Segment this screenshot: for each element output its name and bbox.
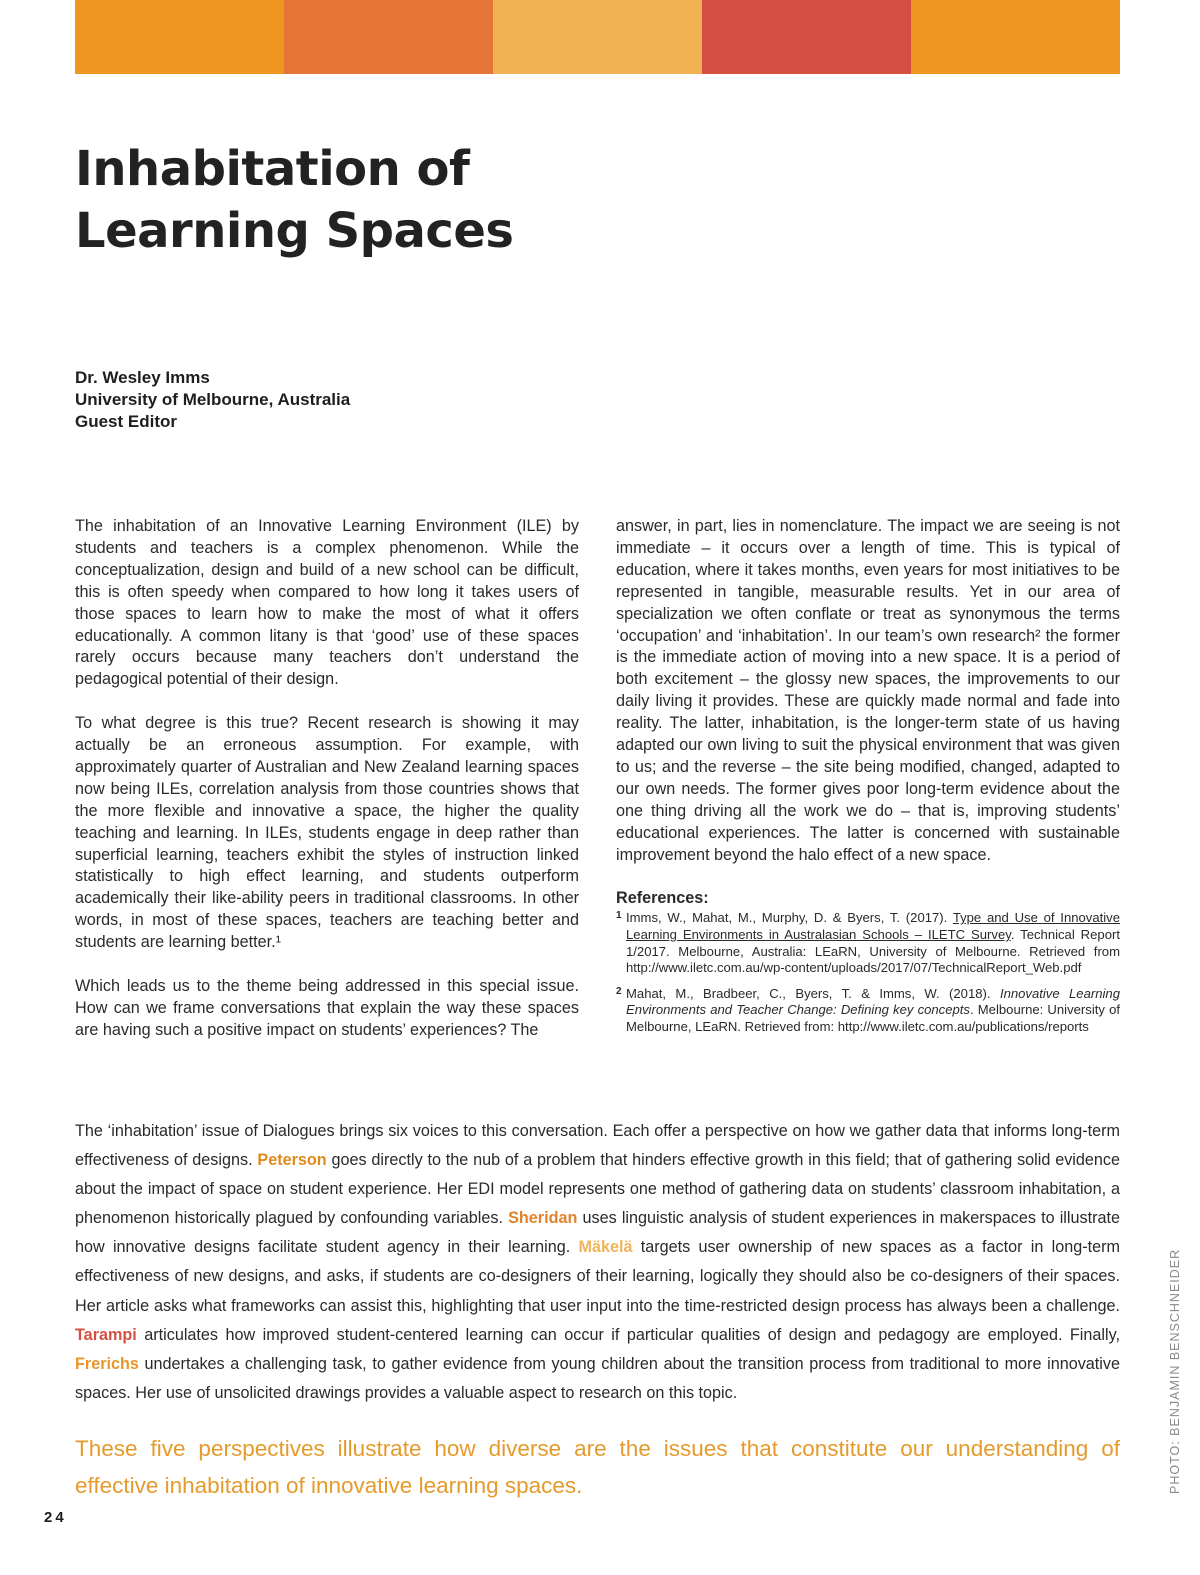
reference-title-link[interactable]: Type and Use of Innovative Learning Environments in Australasian Schools – ILETC Survey [626,910,1120,942]
title-line-2: Learning Spaces [75,203,514,259]
summary-text: articulates how improved student-centered learning can occur if particular qualities of design and pedagogy are employed. Finally, [136,1325,1120,1344]
color-block-3 [493,0,702,74]
summary-text: goes directly to the nub of a problem that hinders effective growth in this field; that of gathering solid evidence about the impact of space on student experience. Her EDI model represents one method of gathering data on students’ classroom inhabitation, a phenomenon historically plagued by confounding variables. [75,1151,1120,1228]
reference-authors: Imms, W., Mahat, M., Murphy, D. & Byers, T. (2017). [626,910,953,926]
author-name-frerichs: Frerichs [75,1354,139,1373]
color-block-2 [284,0,493,74]
summary-text: The ‘inhabitation’ issue of Dialogues brings six voices to this conversation. Each offer a perspective on how we gather data that informs long-term effectiveness of designs. [75,1122,1120,1170]
author-role: Guest Editor [75,412,178,431]
references-section [616,888,1120,1035]
reference-item [616,986,1120,1036]
summary-paragraph [75,1117,1120,1408]
body-paragraph: answer, in part, lies in nomenclature. The impact we are seeing is not immediate – it occurs over a length of time. This is typical of education, where it takes months, even years for most initiatives to be represented in tangible, measurable results. Yet in our area of specialization we often conflate or treat as synonymous the terms ‘occupation’ and ‘inhabitation’. In our team’s own research² the former is the immediate action of moving into a new space. It is a period of both excitement – the glossy new spaces, the improvements to our daily living it provides. These are quickly made normal and fade into reality. The latter, inhabitation, is the longer-term state of us having adapted our own living to suit the physical environment that was given to us; and the reverse – the site being modified, changed, adapted to our own needs. The former gives poor long-term evidence about the one thing driving all the work we do – that is, improving students’ educational experiences. The latter is concerned with sustainable improvement beyond the halo effect of a new space. [616,517,1120,864]
summary-text: undertakes a challenging task, to gather evidence from young children about the transition process from traditional to more innovative spaces. Her use of unsolicited drawings provides a valuable aspect to research on this topic. [75,1354,1120,1402]
body-column-left [75,516,579,1064]
page-number: 24 [44,1509,67,1526]
article-title [75,138,513,262]
author-name: Dr. Wesley Imms [75,368,210,387]
reference-number: 1 [616,910,622,922]
reference-number: 2 [616,985,622,997]
body-paragraph: The inhabitation of an Innovative Learning Environment (ILE) by students and teachers is a complex phenomenon. While the conceptualization, design and build of a new school can be difficult, this is often speedy when compared to how long it takes users of those spaces to learn how to make the most of what it offers educationally. A common litany is that ‘good’ use of these spaces rarely occurs because many teachers don’t understand the pedagogical potential of their design. [75,517,579,689]
summary-text: uses linguistic analysis of student experiences in makerspaces to illustrate how innovative designs facilitate student agency in their learning. [75,1209,1120,1257]
color-block-5 [911,0,1120,74]
body-paragraph: To what degree is this true? Recent research is showing it may actually be an erroneous assumption. For example, with approximately quarter of Australian and New Zealand learning spaces now being ILEs, correlation analysis from those countries shows that the more flexible and innovative a space, the higher the quality teaching and learning. In ILEs, students engage in deep rather than superficial learning, teachers exhibit the styles of instruction linked statistically to high effect learning, and students outperform academically their like-ability peers in traditional classrooms. In other words, in most of these spaces, teachers are teaching better and students are learning better.¹ [75,714,579,952]
body-paragraph: Which leads us to the theme being addressed in this special issue. How can we frame conversations that explain the way these spaces are having such a positive impact on students’ experiences? The [75,977,579,1039]
author-affiliation: University of Melbourne, Australia [75,390,351,409]
reference-item [616,910,1120,976]
author-name-peterson: Peterson [257,1151,327,1170]
color-block-1 [75,0,284,74]
reference-details: . Melbourne: University of Melbourne, LEaRN. Retrieved from: http://www.iletc.com.au/publications/reports [626,1002,1120,1034]
photo-credit: PHOTO: BENJAMIN BENSCHNEIDER [1168,1248,1182,1494]
reference-details: . Technical Report 1/2017. Melbourne, Australia: LEaRN, University of Melbourne. Retrieved from http://www.iletc.com.au/wp-content/uploads/2017/07/TechnicalReport_Web.pdf [626,926,1120,976]
reference-authors: Mahat, M., Bradbeer, C., Byers, T. & Imms, W. (2018). [626,985,1000,1001]
closing-statement: These five perspectives illustrate how diverse are the issues that constitute our understanding of effective inhabitation of innovative learning spaces. [75,1436,1120,1498]
author-name-sheridan: Sheridan [508,1209,578,1228]
color-block-4 [702,0,911,74]
reference-title: Innovative Learning Environments and Teacher Change: Defining key concepts [626,985,1120,1018]
body-column-right [616,516,1120,1045]
author-name-tarampi: Tarampi [75,1325,137,1344]
author-block [75,367,350,433]
references-heading: References: [616,889,709,908]
summary-text: targets user ownership of new spaces as a factor in long-term effectiveness of new designs, and asks, if students are co-designers of their learning, logically they should also be co-designers of their spaces. Her article asks what frameworks can assist this, highlighting that user input into the time-restricted design process has always been a challenge. [75,1238,1120,1315]
title-line-1: Inhabitation of [75,141,470,197]
author-name-makela: Mäkelä [578,1238,633,1257]
header-color-bar [75,0,1120,74]
